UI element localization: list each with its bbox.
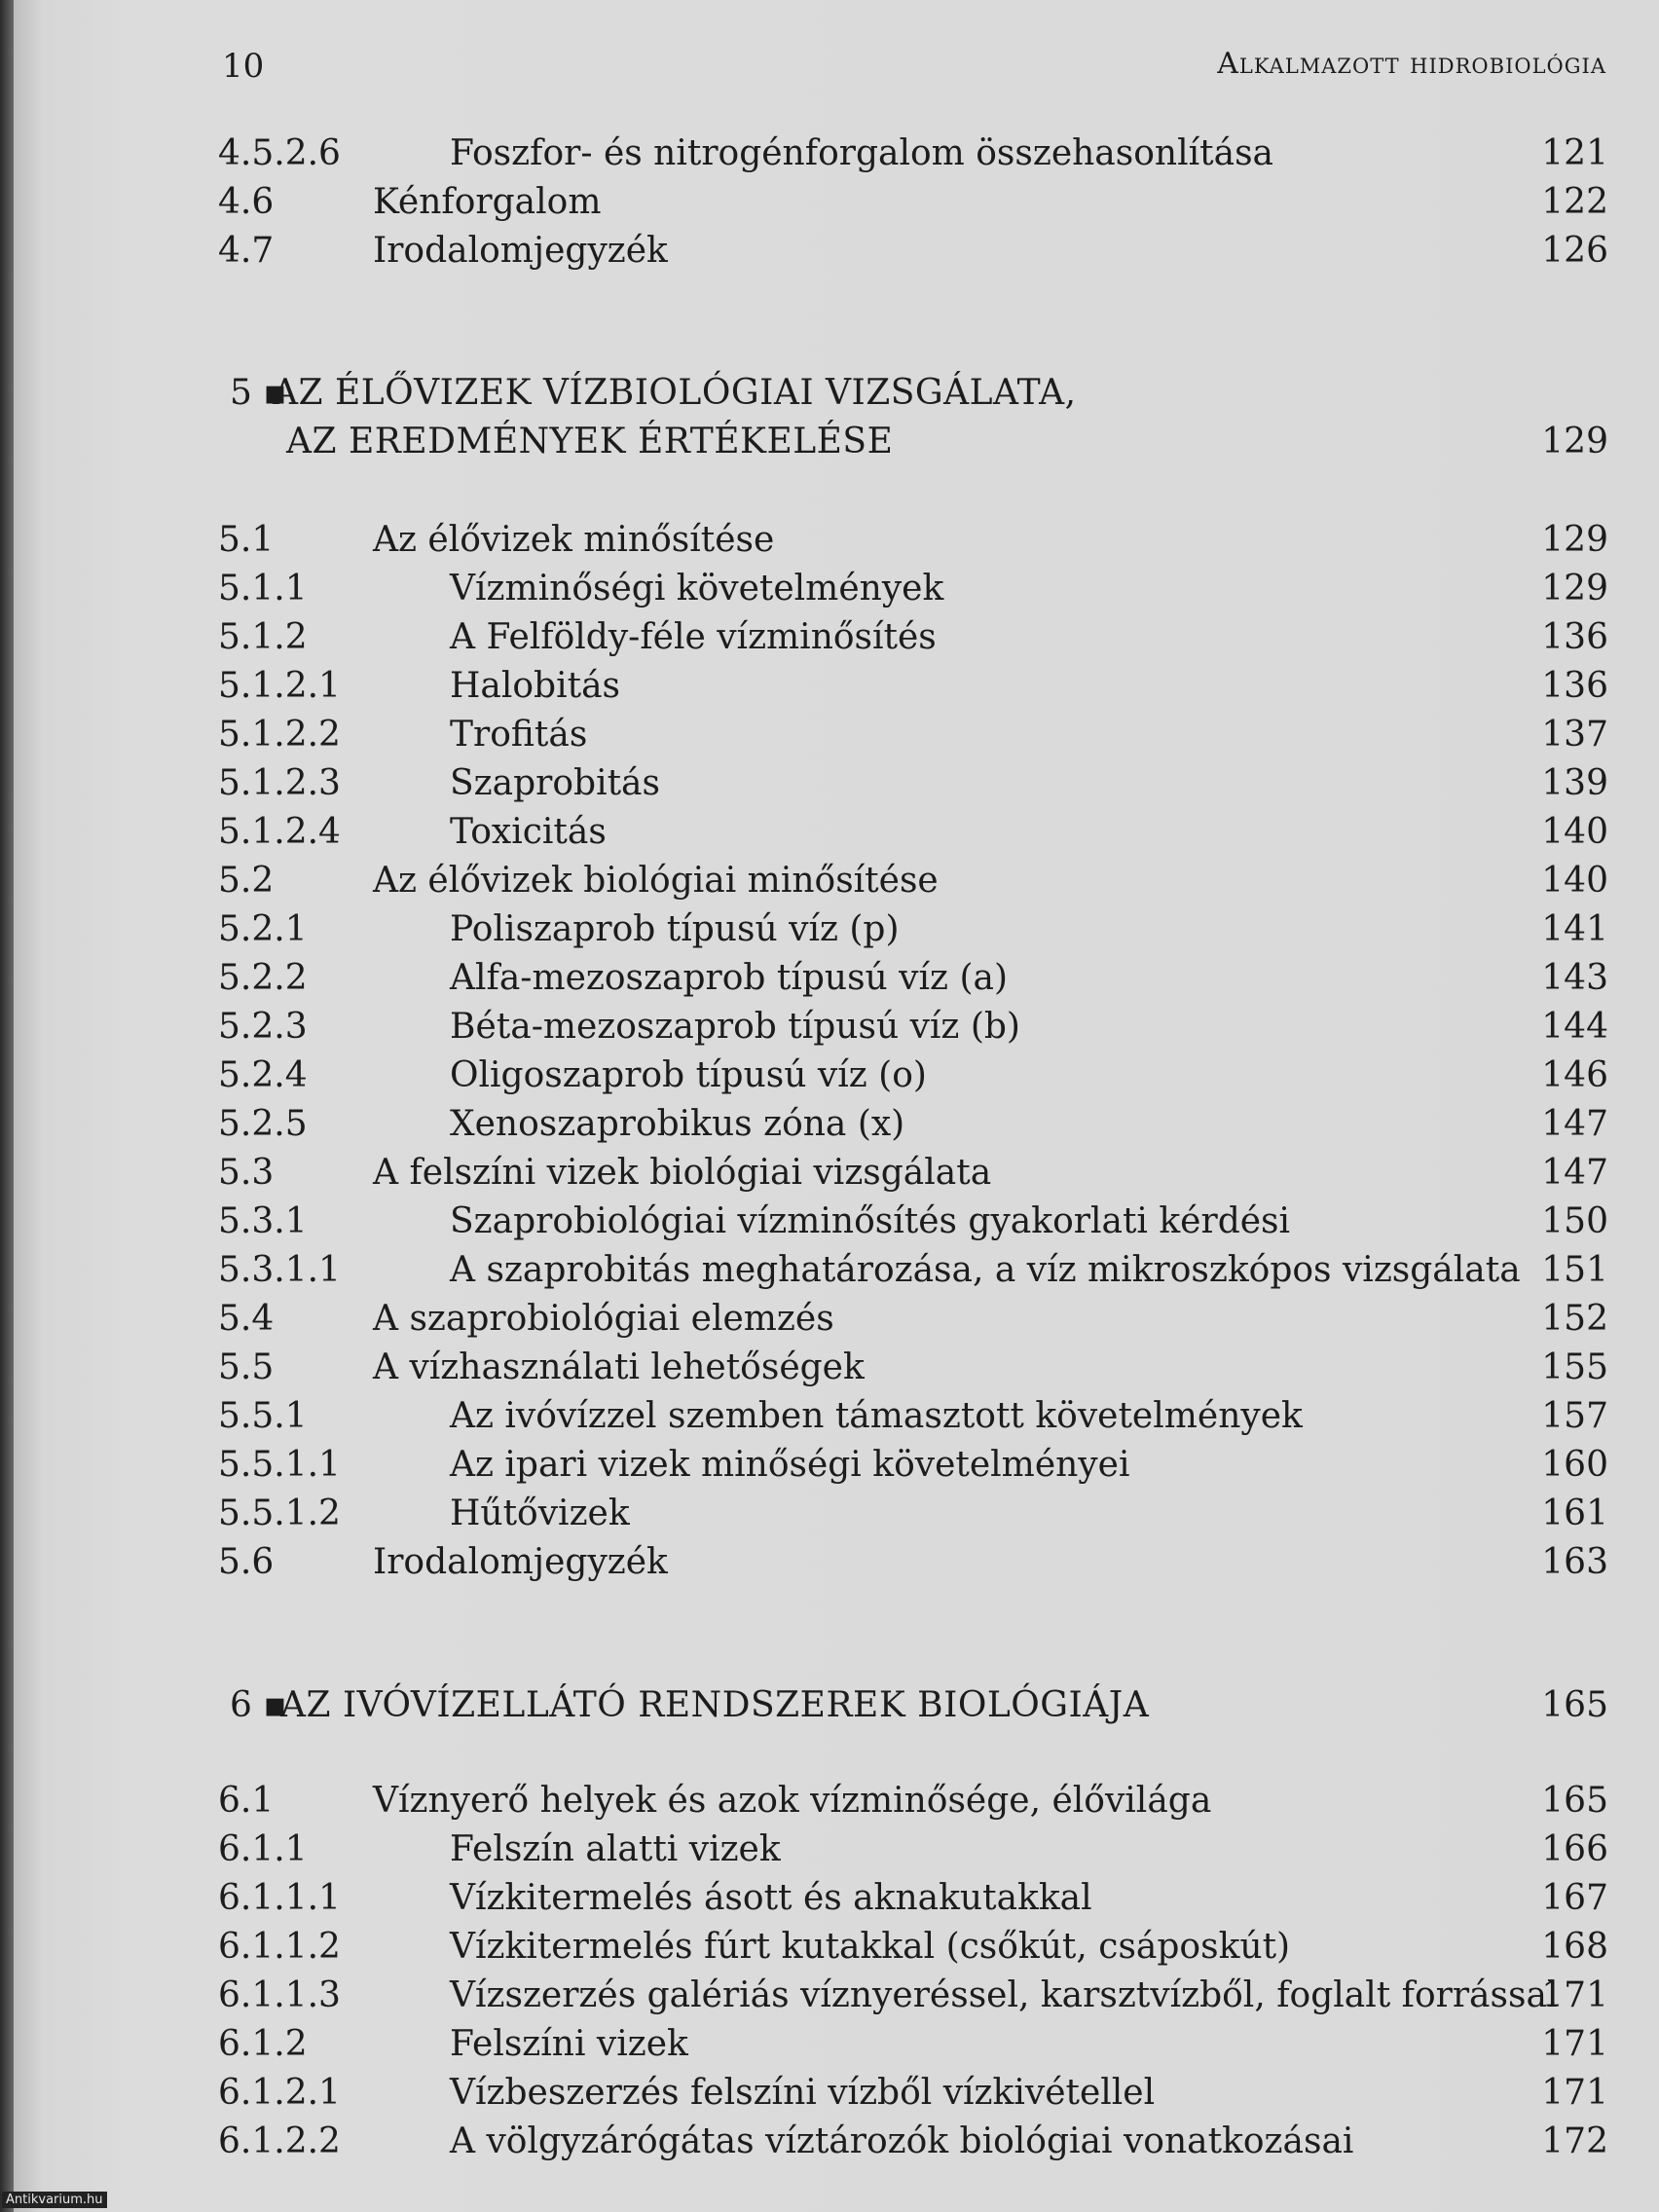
toc-entry-title: Felszín alatti vizek — [450, 1829, 781, 1869]
toc-entry-page: 141 — [1541, 909, 1608, 949]
toc-entry-number: 5.2.2 — [218, 958, 308, 998]
toc-entry-title: Kénforgalom — [373, 182, 602, 222]
toc-entry-number: 5.5.1.1 — [218, 1445, 341, 1485]
toc-entry-page: 157 — [1541, 1396, 1608, 1436]
toc-entry-title: Vízszerzés galériás víznyeréssel, karsztvízből, foglalt forrással — [450, 1975, 1559, 2015]
toc-entry-page: 129 — [1541, 520, 1608, 560]
toc-entry-page: 165 — [1541, 1781, 1608, 1821]
toc-entry-title: Vízkitermelés fúrt kutakkal (csőkút, csáposkút) — [450, 1927, 1291, 1967]
toc-entry — [14, 662, 1659, 711]
toc-entry-page: 139 — [1541, 763, 1608, 803]
toc-entry — [14, 1972, 1659, 2020]
toc-entry-page: 155 — [1541, 1347, 1608, 1387]
chapter-number: 6 ▪ — [230, 1685, 287, 1725]
toc-entry-number: 5.1.2.2 — [218, 715, 341, 755]
toc-entry-number: 5.6 — [218, 1542, 275, 1582]
toc-entry-page: 171 — [1541, 2073, 1608, 2113]
toc-entry-page: 122 — [1541, 182, 1608, 222]
toc-entry-number: 6.1 — [218, 1781, 275, 1821]
toc-entry-number: 6.1.2.2 — [218, 2121, 341, 2161]
toc-entry-number: 5.1.2.4 — [218, 812, 341, 852]
toc-entry-number: 6.1.2 — [218, 2024, 308, 2064]
toc-entry-title: A felszíni vizek biológiai vizsgálata — [373, 1153, 992, 1193]
toc-entry-title: A völgyzárógátas víztározók biológiai vonatkozásai — [450, 2121, 1354, 2161]
toc-entry-number: 5.2.5 — [218, 1104, 308, 1144]
toc-entry-title: Irodalomjegyzék — [373, 1542, 668, 1582]
toc-entry — [14, 1295, 1659, 1344]
toc-entry-title: Oligoszaprob típusú víz (o) — [450, 1055, 927, 1095]
chapter-page: 165 — [1541, 1685, 1608, 1725]
toc-entry-number: 5.4 — [218, 1299, 275, 1339]
toc-entry-number: 4.7 — [218, 231, 275, 271]
toc-entry — [14, 1825, 1659, 1874]
book-edge — [0, 0, 14, 2212]
toc-entry-page: 143 — [1541, 958, 1608, 998]
toc-entry-title: Szaprobiológiai vízminősítés gyakorlati kérdési — [450, 1201, 1291, 1241]
toc-entry-title: Foszfor- és nitrogénforgalom összehasonlítása — [450, 133, 1273, 173]
toc-entry-page: 144 — [1541, 1007, 1608, 1047]
toc-entry-number: 6.1.1.1 — [218, 1878, 341, 1918]
toc-entry-page: 146 — [1541, 1055, 1608, 1095]
chapter-number: 5 ▪ — [230, 373, 287, 413]
toc-entry-number: 5.3 — [218, 1153, 275, 1193]
toc-entry-page: 151 — [1541, 1250, 1608, 1290]
toc-entry — [14, 808, 1659, 857]
toc-entry-number: 6.1.1.3 — [218, 1975, 341, 2015]
toc-entry-number: 5.5.1 — [218, 1396, 308, 1436]
toc-entry — [14, 2118, 1659, 2166]
toc-entry-page: 136 — [1541, 617, 1608, 657]
toc-entry-page: 160 — [1541, 1445, 1608, 1485]
toc-entry-title: Szaprobitás — [450, 763, 660, 803]
toc-entry — [14, 516, 1659, 565]
toc-entry-page: 167 — [1541, 1878, 1608, 1918]
toc-entry-number: 5.3.1.1 — [218, 1250, 341, 1290]
chapter-title-line1: AZ ÉLŐVIZEK VÍZBIOLÓGIAI VIZSGÁLATA, — [273, 373, 1077, 413]
toc-entry — [14, 759, 1659, 808]
toc-entry-number: 4.5.2.6 — [218, 133, 341, 173]
toc-entry — [14, 1490, 1659, 1538]
toc-entry-title: Az élővizek minősítése — [373, 520, 775, 560]
toc-entry-title: Az élővizek biológiai minősítése — [373, 861, 939, 901]
toc-entry-page: 140 — [1541, 812, 1608, 852]
toc-entry-title: Xenoszaprobikus zóna (x) — [450, 1104, 905, 1144]
toc-entry — [14, 1198, 1659, 1246]
toc-entry-title: A szaprobitás meghatározása, a víz mikroszkópos vizsgálata — [450, 1250, 1521, 1290]
toc-entry-number: 5.5.1.2 — [218, 1493, 341, 1533]
toc-entry-title: A szaprobiológiai elemzés — [373, 1299, 834, 1339]
toc-entry — [14, 1874, 1659, 1923]
toc-entry-number: 6.1.2.1 — [218, 2073, 341, 2113]
toc-entry-page: 161 — [1541, 1493, 1608, 1533]
page-number: 10 — [222, 47, 265, 86]
toc-entry-page: 172 — [1541, 2121, 1608, 2161]
toc-entry-page: 168 — [1541, 1927, 1608, 1967]
toc-entry — [14, 2069, 1659, 2118]
toc-entry — [14, 1923, 1659, 1972]
toc-entry-number: 5.1.2 — [218, 617, 308, 657]
toc-entry-title: Toxicitás — [450, 812, 607, 852]
watermark: Antikvarium.hu — [2, 2192, 107, 2208]
toc-entry-title: Felszíni vizek — [450, 2024, 688, 2064]
chapter-title-line2: AZ EREDMÉNYEK ÉRTÉKELÉSE — [286, 422, 894, 461]
toc-entry — [14, 905, 1659, 954]
toc-entry-title: Irodalomjegyzék — [373, 231, 668, 271]
toc-entry — [14, 711, 1659, 759]
toc-entry — [14, 1100, 1659, 1149]
toc-entry — [14, 1149, 1659, 1198]
toc-entry-title: Víznyerő helyek és azok vízminősége, élővilága — [373, 1781, 1212, 1821]
toc-entry-title: Poliszaprob típusú víz (p) — [450, 909, 900, 949]
toc-entry-title: Vízbeszerzés felszíni vízből vízkivétellel — [450, 2073, 1156, 2113]
toc-entry — [14, 613, 1659, 662]
toc-entry — [14, 1003, 1659, 1051]
toc-entry-page: 136 — [1541, 666, 1608, 706]
toc-entry-title: Trofitás — [450, 715, 588, 755]
toc-entry-title: Az ivóvízzel szemben támasztott követelmények — [450, 1396, 1303, 1436]
toc-entry-number: 5.1.2.1 — [218, 666, 341, 706]
toc-entry — [14, 1777, 1659, 1825]
toc-entry-number: 4.6 — [218, 182, 275, 222]
toc-entry-title: A vízhasználati lehetőségek — [373, 1347, 865, 1387]
toc-entry-page: 152 — [1541, 1299, 1608, 1339]
toc-entry — [14, 1246, 1659, 1295]
chapter-title: AZ IVÓVÍZELLÁTÓ RENDSZEREK BIOLÓGIÁJA — [280, 1685, 1150, 1725]
toc-entry-page: 163 — [1541, 1542, 1608, 1582]
toc-entry-title: Vízminőségi követelmények — [450, 569, 944, 608]
toc-entry — [14, 1392, 1659, 1441]
toc-entry-page: 147 — [1541, 1153, 1608, 1193]
toc-entry-number: 5.3.1 — [218, 1201, 308, 1241]
toc-entry — [14, 1538, 1659, 1587]
toc-entry-page: 129 — [1541, 569, 1608, 608]
toc-entry — [14, 227, 1659, 276]
toc-entry-number: 5.2.3 — [218, 1007, 308, 1047]
toc-entry-number: 5.1.1 — [218, 569, 308, 608]
toc-entry-title: Alfa-mezoszaprob típusú víz (a) — [450, 958, 1008, 998]
running-header-title: Alkalmazott hidrobiológia — [1217, 47, 1606, 81]
toc-entry-title: A Felföldy-féle vízminősítés — [450, 617, 937, 657]
toc-entry-page: 150 — [1541, 1201, 1608, 1241]
chapter-page: 129 — [1541, 422, 1608, 461]
toc-entry-page: 121 — [1541, 133, 1608, 173]
toc-entry-title: Halobitás — [450, 666, 621, 706]
toc-entry — [14, 178, 1659, 227]
toc-entry-page: 171 — [1541, 1975, 1608, 2015]
toc-entry — [14, 129, 1659, 178]
toc-entry-number: 6.1.1 — [218, 1829, 308, 1869]
toc-entry — [14, 1441, 1659, 1490]
toc-entry-title: Béta-mezoszaprob típusú víz (b) — [450, 1007, 1020, 1047]
toc-entry-number: 5.1.2.3 — [218, 763, 341, 803]
toc-entry — [14, 1344, 1659, 1392]
toc-entry-page: 126 — [1541, 231, 1608, 271]
toc-entry-number: 5.2.1 — [218, 909, 308, 949]
toc-entry — [14, 954, 1659, 1003]
toc-entry-number: 6.1.1.2 — [218, 1927, 341, 1967]
toc-entry — [14, 857, 1659, 905]
book-page — [14, 0, 1659, 2212]
toc-entry-page: 166 — [1541, 1829, 1608, 1869]
toc-entry-number: 5.5 — [218, 1347, 275, 1387]
toc-entry-page: 147 — [1541, 1104, 1608, 1144]
toc-entry-page: 171 — [1541, 2024, 1608, 2064]
toc-entry-number: 5.2.4 — [218, 1055, 308, 1095]
toc-entry-number: 5.1 — [218, 520, 275, 560]
toc-entry-page: 140 — [1541, 861, 1608, 901]
toc-entry-title: Az ipari vizek minőségi követelményei — [450, 1445, 1130, 1485]
toc-entry — [14, 1051, 1659, 1100]
toc-entry — [14, 565, 1659, 613]
toc-entry — [14, 2020, 1659, 2069]
toc-entry-page: 137 — [1541, 715, 1608, 755]
toc-entry-title: Hűtővizek — [450, 1493, 630, 1533]
toc-entry-number: 5.2 — [218, 861, 275, 901]
toc-entry-title: Vízkitermelés ásott és aknakutakkal — [450, 1878, 1092, 1918]
